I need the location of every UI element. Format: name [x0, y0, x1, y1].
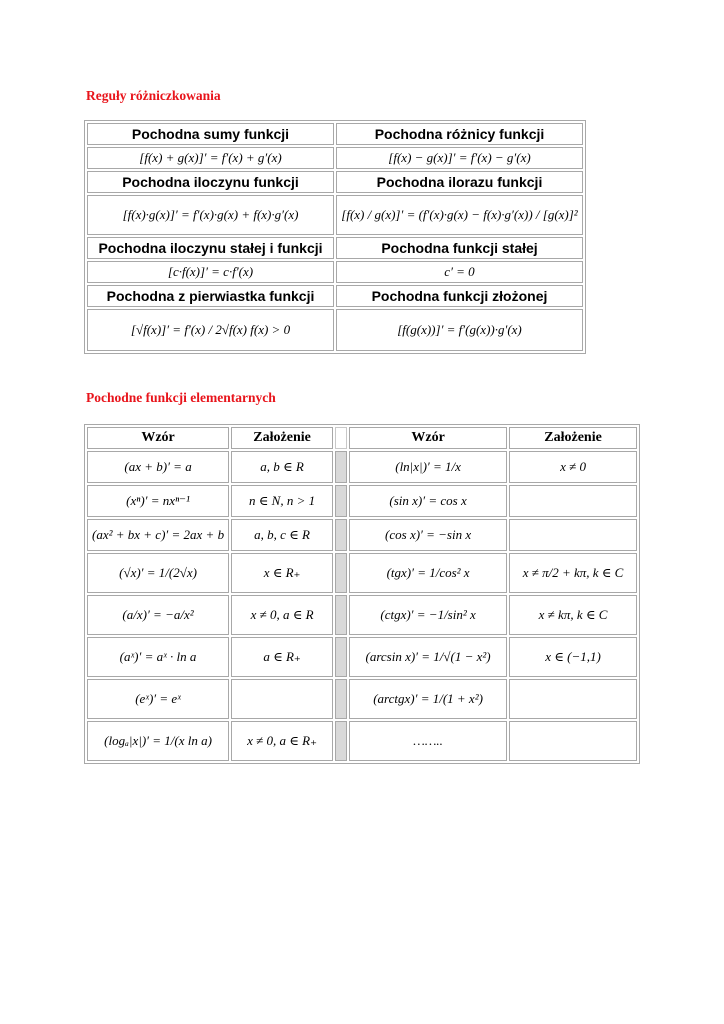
formula-cell: (logₐ|x|)′ = 1/(x ln a) — [87, 721, 229, 761]
rule-title: Pochodna ilorazu funkcji — [336, 171, 583, 193]
rule-title: Pochodna iloczynu stałej i funkcji — [87, 237, 334, 259]
assumption-cell: x ≠ 0, a ∈ R — [231, 595, 333, 635]
assumption-cell: x ∈ (−1,1) — [509, 637, 637, 677]
formula-cell: (arctgx)′ = 1/(1 + x²) — [349, 679, 507, 719]
formula-cell: (ax + b)′ = a — [87, 451, 229, 483]
elementary-table — [84, 424, 640, 764]
column-separator — [335, 637, 347, 677]
column-separator — [335, 451, 347, 483]
col-header-formula: Wzór — [87, 427, 229, 449]
heading-elementary: Pochodne funkcji elementarnych — [86, 390, 276, 405]
assumption-cell: a, b ∈ R — [231, 451, 333, 483]
column-separator — [335, 721, 347, 761]
column-separator — [335, 595, 347, 635]
rule-formula: c′ = 0 — [336, 261, 583, 283]
column-separator — [335, 679, 347, 719]
rule-formula: [√f(x)]′ = f′(x) / 2√f(x) f(x) > 0 — [87, 309, 334, 351]
col-header-assumption: Założenie — [231, 427, 333, 449]
formula-cell: (tgx)′ = 1/cos² x — [349, 553, 507, 593]
assumption-cell: x ≠ 0 — [509, 451, 637, 483]
column-separator — [335, 427, 347, 449]
formula-cell: (a/x)′ = −a/x² — [87, 595, 229, 635]
formula-cell: (ax² + bx + c)′ = 2ax + b — [87, 519, 229, 551]
formula-cell: (eˣ)′ = eˣ — [87, 679, 229, 719]
formula-cell: (sin x)′ = cos x — [349, 485, 507, 517]
rule-formula: [f(x) / g(x)]′ = (f′(x)·g(x) − f(x)·g′(x)) / [g(x)]² — [336, 195, 583, 235]
assumption-cell — [509, 721, 637, 761]
column-separator — [335, 485, 347, 517]
formula-cell: (ln|x|)′ = 1/x — [349, 451, 507, 483]
rule-formula: [f(x)·g(x)]′ = f′(x)·g(x) + f(x)·g′(x) — [87, 195, 334, 235]
formula-cell: (cos x)′ = −sin x — [349, 519, 507, 551]
assumption-cell — [509, 679, 637, 719]
column-separator — [335, 519, 347, 551]
assumption-cell — [509, 519, 637, 551]
assumption-cell: a, b, c ∈ R — [231, 519, 333, 551]
assumption-cell — [231, 679, 333, 719]
col-header-formula: Wzór — [349, 427, 507, 449]
rule-formula: [c·f(x)]′ = c·f′(x) — [87, 261, 334, 283]
assumption-cell: x ∈ R₊ — [231, 553, 333, 593]
rule-title: Pochodna sumy funkcji — [87, 123, 334, 145]
assumption-cell: x ≠ kπ, k ∈ C — [509, 595, 637, 635]
formula-cell: (ctgx)′ = −1/sin² x — [349, 595, 507, 635]
formula-cell: (aˣ)′ = aˣ · ln a — [87, 637, 229, 677]
rule-formula: [f(g(x))]′ = f′(g(x))·g′(x) — [336, 309, 583, 351]
rule-title: Pochodna iloczynu funkcji — [87, 171, 334, 193]
assumption-cell — [509, 485, 637, 517]
rules-table — [84, 120, 586, 354]
assumption-cell: x ≠ π/2 + kπ, k ∈ C — [509, 553, 637, 593]
column-separator — [335, 553, 347, 593]
formula-cell: (xⁿ)′ = nxⁿ⁻¹ — [87, 485, 229, 517]
assumption-cell: n ∈ N, n > 1 — [231, 485, 333, 517]
assumption-cell: x ≠ 0, a ∈ R₊ — [231, 721, 333, 761]
rule-title: Pochodna różnicy funkcji — [336, 123, 583, 145]
heading-rules: Reguły różniczkowania — [86, 88, 221, 103]
assumption-cell: a ∈ R₊ — [231, 637, 333, 677]
col-header-assumption: Założenie — [509, 427, 637, 449]
rule-title: Pochodna funkcji stałej — [336, 237, 583, 259]
rule-formula: [f(x) + g(x)]′ = f′(x) + g′(x) — [87, 147, 334, 169]
rule-title: Pochodna z pierwiastka funkcji — [87, 285, 334, 307]
rule-formula: [f(x) − g(x)]′ = f′(x) − g′(x) — [336, 147, 583, 169]
formula-cell: …….. — [349, 721, 507, 761]
rule-title: Pochodna funkcji złożonej — [336, 285, 583, 307]
formula-cell: (√x)′ = 1/(2√x) — [87, 553, 229, 593]
formula-cell: (arcsin x)′ = 1/√(1 − x²) — [349, 637, 507, 677]
